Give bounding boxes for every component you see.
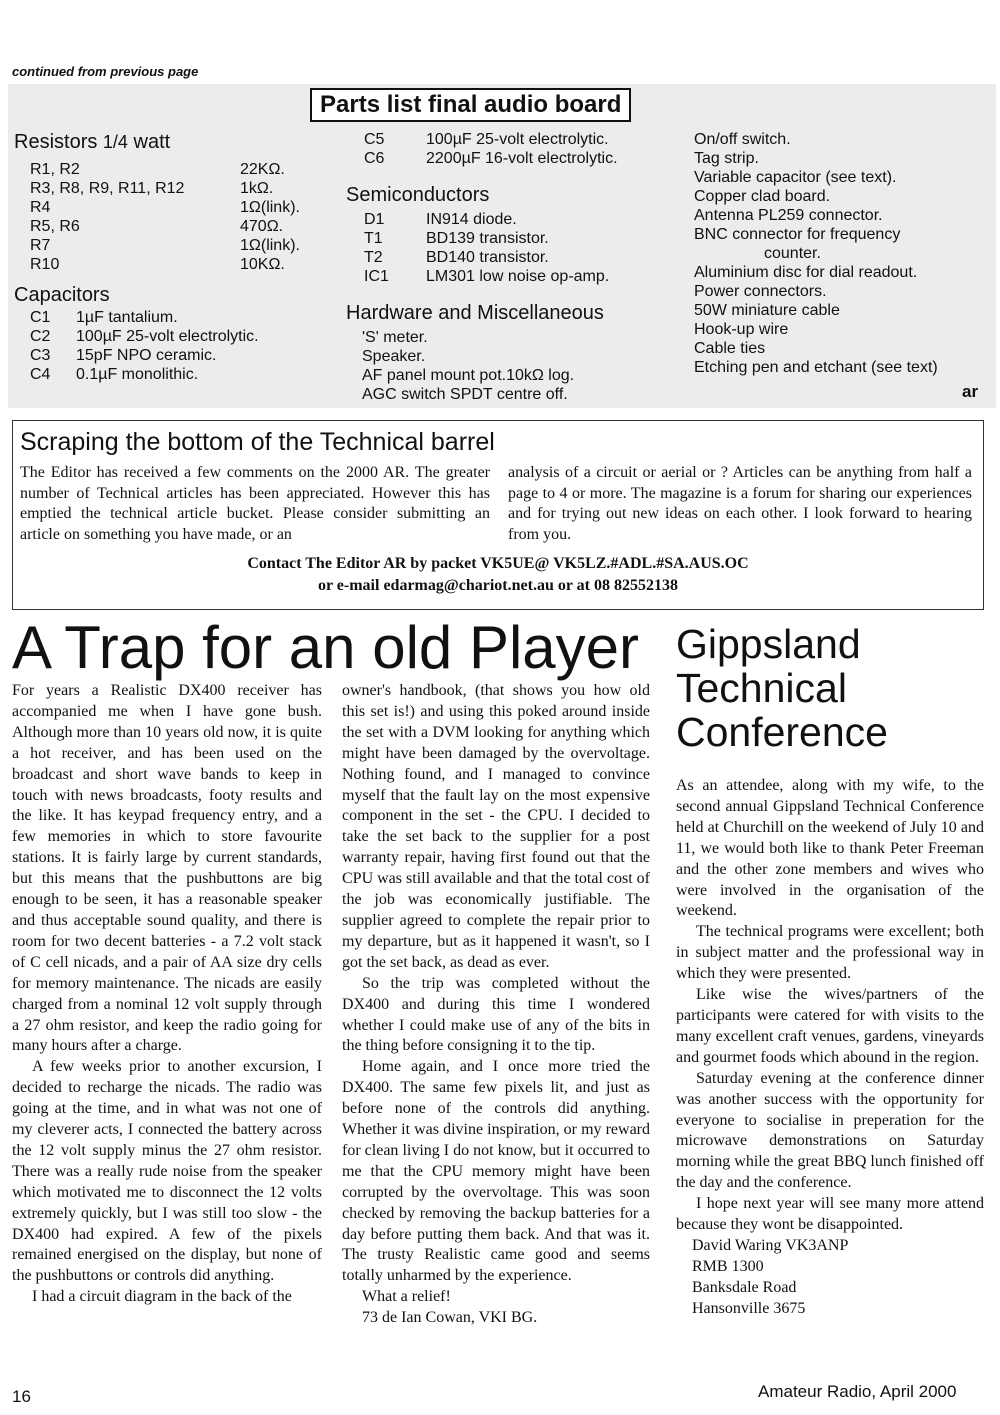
- end-mark: ar: [962, 382, 979, 401]
- resistor-list: [30, 160, 300, 274]
- misc-item: counter.: [764, 245, 821, 262]
- capacitor-row: C2 100µF 25-volt electrolytic.: [30, 328, 259, 345]
- capacitor-list-cont: [364, 130, 618, 168]
- paragraph: owner's handbook, (that shows you how old this set is!) and using this poked around inside the set with a DVM looking for anything which might have been damaged by the overvoltage. Nothing found, and I managed to convince myself that the fault lay on the most expensive component in the set - the CPU. I decided to take the set back to the supplier for a post warranty repair, having first found out that the CPU was still available and that the total cost of the job was economically justifiable. The supplier agreed to complete the repair prior to my departure, but as it happened it wasn't, so I got the set back, as dead as ever.: [342, 682, 650, 971]
- misc-item: Etching pen and etchant (see text): [694, 359, 938, 376]
- misc-item: Copper clad board.: [694, 188, 831, 205]
- semiconductor-row: IC1 LM301 low noise op-amp.: [364, 268, 610, 285]
- parts-list-title: Parts list final audio board: [310, 88, 631, 122]
- trap-article-title: A Trap for an old Player: [12, 614, 640, 681]
- misc-item: Antenna PL259 connector.: [694, 207, 883, 224]
- signature-line: Hansonville 3675: [692, 1299, 806, 1317]
- paragraph: For years a Realistic DX400 receiver has accompanied me when I have gone bush. Although more than 10 years old now, it is quite a hot receiver, and has been used on the broadcast and short wave bands to keep in touch with news broadcasts, footy results and the like. It has keypad frequency entry, and a few memories in which to store favourite stations. It is fairly large by current standards, but this means that the pushbuttons are big enough to be seen, it has a reasonable speaker and thus acceptable sound quality, and there is room for two decent batteries - a 7.2 volt stack of C cell nicads, and a pair of AA size dry cells for memory maintenance. The nicads are easily charged from a nominal 12 volt supply through a 27 ohm resistor, and keep the radio going for many hours after a charge.: [12, 682, 322, 1055]
- gippsland-article-title: Gippsland Technical Conference: [676, 621, 888, 755]
- resistors-heading: Resistors 1/4 watt: [14, 131, 171, 153]
- capacitors-heading: Capacitors: [14, 284, 110, 306]
- page-number: 16: [12, 1387, 31, 1406]
- scraping-title: Scraping the bottom of the Technical barrel: [20, 428, 495, 456]
- semiconductor-row: D1 IN914 diode.: [364, 211, 517, 228]
- misc-item: On/off switch.: [694, 131, 791, 148]
- capacitor-row: C4 0.1µF monolithic.: [30, 366, 199, 383]
- capacitor-row: C1 1µF tantalium.: [30, 309, 178, 326]
- paragraph: A few weeks prior to another excursion, I decided to recharge the nicads. The radio was going at the time, and in what was not one of my cleverer acts, I connected the battery across the 12 volt supply minus the 27 ohm resistor. There was a really rude noise from the speaker which motivated me to disconnect the 12 volts extremely quickly, but I was still too slow - the DX400 had expired. A few of the pixels remained energised on the display, but none of the pushbuttons or controls did anything.: [12, 1058, 322, 1285]
- hardware-item: 'S' meter.: [362, 329, 428, 346]
- signature-line: Banksdale Road: [692, 1278, 797, 1296]
- hardware-list: [362, 328, 574, 404]
- signature-line: RMB 1300: [692, 1257, 764, 1275]
- misc-item: Power connectors.: [694, 283, 827, 300]
- resistor-row: R7 1Ω(link).: [30, 237, 300, 254]
- misc-item: 50W miniature cable: [694, 302, 840, 319]
- paragraph: So the trip was completed without the DX400 and during this time I wondered whether I could make use of any of the bits in the thing before consigning it to the tip.: [342, 974, 650, 1055]
- semiconductor-row: T1 BD139 transistor.: [364, 230, 549, 247]
- hardware-item: Speaker.: [362, 348, 426, 365]
- hardware-item: AGC switch SPDT centre off.: [362, 386, 568, 403]
- semiconductors-heading: Semiconductors: [346, 184, 490, 206]
- paragraph: Saturday evening at the conference dinner was another success with the opportunity for everyone to socialise in preperation for the microwave demonstrations on Saturday morning while the great BBQ lunch finished off the day and the conference.: [676, 1069, 984, 1192]
- paragraph: What a relief!: [362, 1288, 451, 1306]
- hardware-item: AF panel mount pot.10kΩ log.: [362, 367, 575, 384]
- misc-item: Tag strip.: [694, 150, 759, 167]
- resistor-row: R4 1Ω(link).: [30, 199, 300, 216]
- signature-line: David Waring VK3ANP: [692, 1236, 849, 1254]
- resistor-row: R3, R8, R9, R11, R12 1kΩ.: [30, 180, 274, 197]
- contact-line-2: or e-mail edarmag@chariot.net.au or at 08 82552138: [317, 577, 678, 594]
- resistor-row: R1, R2 22KΩ.: [30, 161, 285, 178]
- semiconductor-list: [364, 210, 609, 286]
- misc-item: Cable ties: [694, 340, 766, 357]
- misc-list: [694, 130, 938, 377]
- capacitor-row: C6 2200µF 16-volt electrolytic.: [364, 150, 618, 167]
- capacitor-list: [30, 308, 259, 384]
- misc-item: Aluminium disc for dial readout.: [694, 264, 918, 281]
- resistor-row: R5, R6 470Ω.: [30, 218, 284, 235]
- capacitor-row: C5 100µF 25-volt electrolytic.: [364, 131, 609, 148]
- scraping-col-2: analysis of a circuit or aerial or ? Articles can be anything from half a page to 4 or more. The magazine is a forum for sharing our experiences and for trying out new ideas on each other. I look forward to hearing from you.: [508, 464, 972, 543]
- misc-item: Hook-up wire: [694, 321, 789, 338]
- contact-line-1: Contact The Editor AR by packet VK5UE@ VK5LZ.#ADL.#SA.AUS.OC: [247, 555, 749, 572]
- misc-item: Variable capacitor (see text).: [694, 169, 897, 186]
- paragraph: Like wise the wives/partners of the participants were catered for with visits to the many excellent craft venues, gardens, vineyards and gourmet foods which abound in the region.: [676, 986, 984, 1066]
- paragraph: As an attendee, along with my wife, to the second annual Gippsland Technical Conference held at Churchill on the weekend of July 10 and 11, we would both like to thank Peter Freeman and the other zone members and wives who were involved in the organisation of the weekend.: [676, 777, 984, 920]
- misc-item: BNC connector for frequency: [694, 226, 901, 243]
- byline: 73 de Ian Cowan, VKI BG.: [362, 1309, 538, 1327]
- trap-col-1: [12, 681, 322, 1308]
- paragraph: Home again, and I once more tried the DX400. The same few pixels lit, and just as before none of the controls did anything. Whether it was divine inspiration, or my reward for clean living I do not know, but it occurred to me that the CPU memory might have been corrupted by the overvoltage. This was soon checked by removing the backup batteries for a day before putting them back. And that was it. The trusty Realistic came good and seems totally unharmed by the experience.: [342, 1058, 650, 1285]
- gippsland-col: [676, 776, 984, 1320]
- resistor-row: R10 10KΩ.: [30, 256, 285, 273]
- trap-col-2: [342, 681, 650, 1329]
- scraping-col-1: The Editor has received a few comments on the 2000 AR. The greater number of Technical articles has been appreciated. However this has emptied the technical article bucket. Please consider submitting an article on something you have made, or an: [20, 464, 490, 543]
- capacitor-row: C3 15pF NPO ceramic.: [30, 347, 217, 364]
- paragraph: I hope next year will see many more attend because they wont be disappointed.: [676, 1195, 984, 1234]
- semiconductor-row: T2 BD140 transistor.: [364, 249, 549, 266]
- paragraph: The technical programs were excellent; both in subject matter and the professional way in which they were presented.: [676, 923, 984, 983]
- paragraph: I had a circuit diagram in the back of the: [32, 1288, 292, 1306]
- continued-note: continued from previous page: [12, 64, 199, 79]
- publication-footer: Amateur Radio, April 2000: [758, 1382, 957, 1401]
- hardware-heading: Hardware and Miscellaneous: [346, 302, 604, 324]
